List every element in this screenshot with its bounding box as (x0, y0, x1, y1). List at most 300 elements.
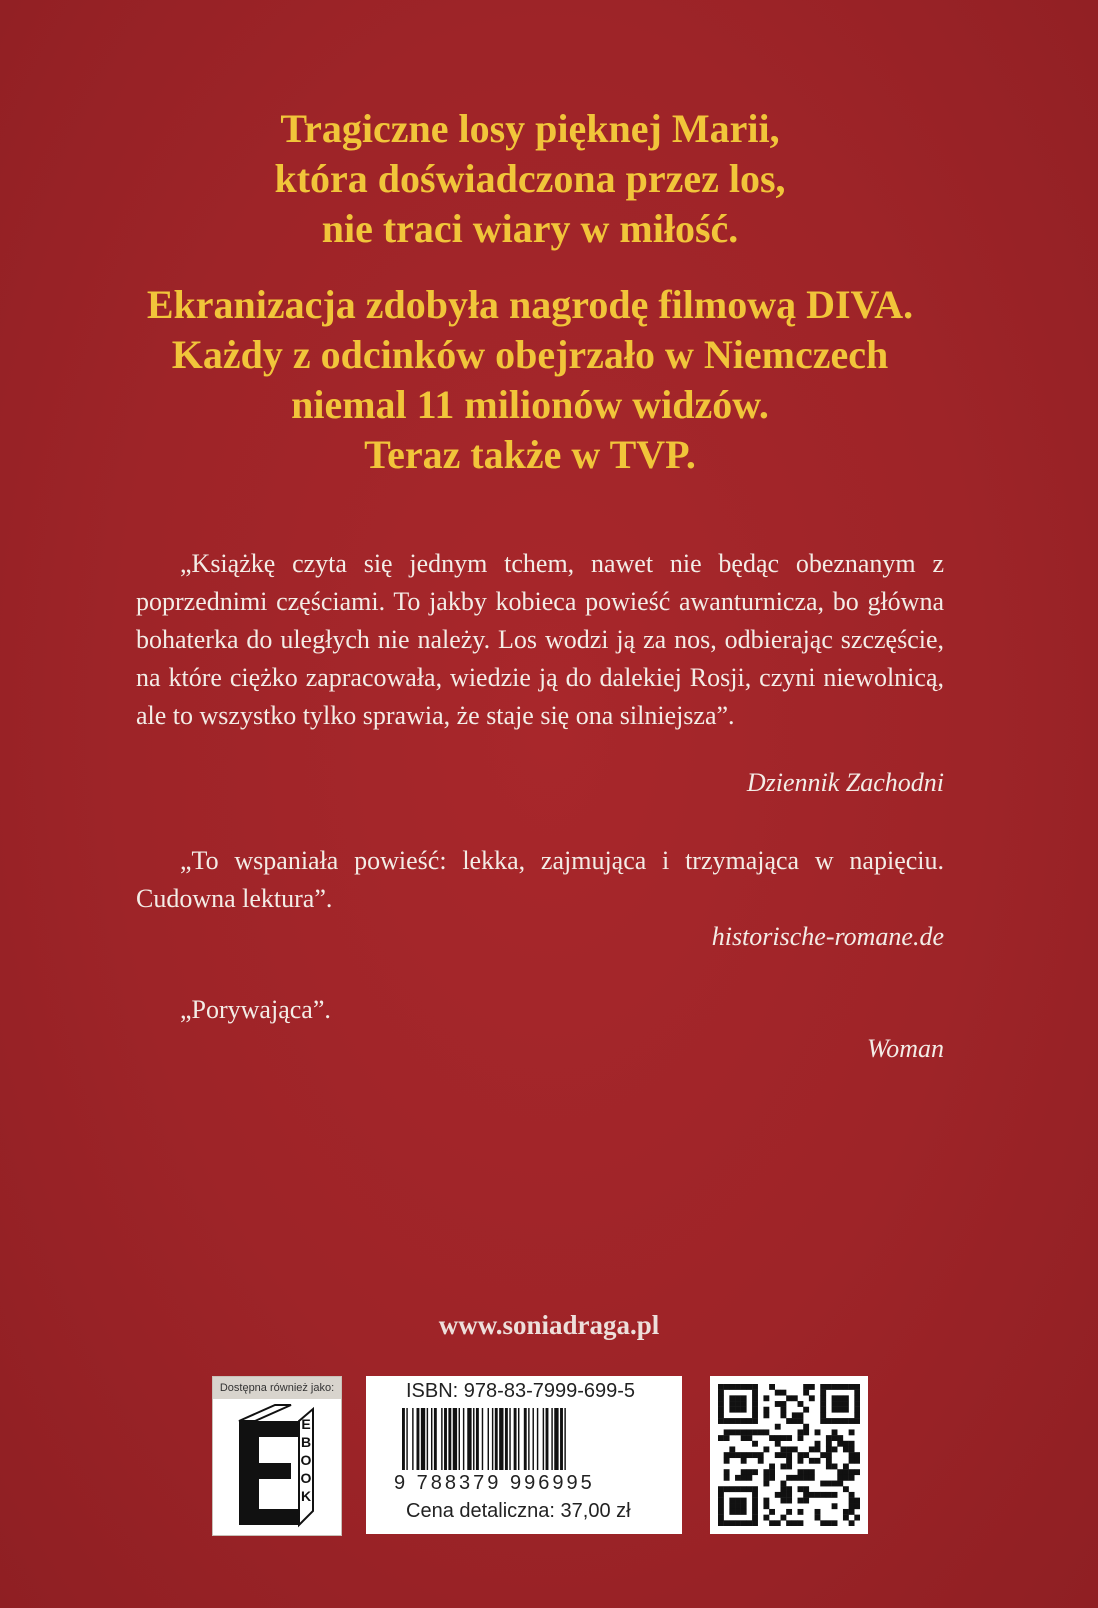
qr-module (843, 1469, 849, 1475)
qr-module (792, 1395, 798, 1401)
qr-module (826, 1520, 832, 1526)
qr-module (832, 1395, 838, 1401)
barcode-bar (417, 1408, 420, 1470)
qr-module (746, 1384, 752, 1390)
qr-module (820, 1481, 826, 1487)
qr-module (741, 1458, 747, 1464)
qr-module (837, 1469, 843, 1475)
barcode-image (402, 1408, 652, 1470)
qr-module (718, 1407, 724, 1413)
qr-module (746, 1435, 752, 1441)
qr-module (735, 1486, 741, 1492)
qr-module (735, 1452, 741, 1458)
qr-module (832, 1503, 838, 1509)
qr-module (854, 1390, 860, 1396)
qr-module (718, 1520, 724, 1526)
qr-module (780, 1515, 786, 1521)
qr-module (769, 1509, 775, 1515)
qr-module (780, 1498, 786, 1504)
barcode-bar (444, 1408, 447, 1470)
qr-module (735, 1384, 741, 1390)
qr-module (843, 1515, 849, 1521)
qr-module (718, 1390, 724, 1396)
qr-module (735, 1509, 741, 1515)
ebook-icon (213, 1399, 341, 1535)
qr-module (843, 1475, 849, 1481)
qr-module (803, 1407, 809, 1413)
barcode-bar (448, 1408, 451, 1470)
qr-module (752, 1520, 758, 1526)
qr-module (820, 1401, 826, 1407)
qr-module (735, 1475, 741, 1481)
qr-module (741, 1475, 747, 1481)
qr-module (786, 1464, 792, 1470)
barcode-bar (505, 1408, 508, 1470)
qr-module (798, 1429, 804, 1435)
qr-module (718, 1492, 724, 1498)
barcode-bar (551, 1408, 552, 1470)
qr-module (718, 1412, 724, 1418)
qr-module (849, 1492, 855, 1498)
review-source-2: historische-romane.de (711, 922, 944, 951)
qr-module (741, 1452, 747, 1458)
barcode-bar (537, 1408, 538, 1470)
qr-module (815, 1492, 821, 1498)
qr-module (752, 1498, 758, 1504)
qr-module (854, 1384, 860, 1390)
qr-module (803, 1452, 809, 1458)
qr-module (780, 1452, 786, 1458)
ebook-letter: K (300, 1488, 312, 1504)
qr-module (769, 1475, 775, 1481)
barcode-bar (441, 1408, 442, 1470)
qr-module (752, 1441, 758, 1447)
qr-module (724, 1520, 730, 1526)
qr-module (741, 1418, 747, 1424)
qr-module (798, 1469, 804, 1475)
qr-module (718, 1395, 724, 1401)
qr-module (752, 1384, 758, 1390)
ebook-badge (212, 1376, 342, 1536)
qr-module (820, 1407, 826, 1413)
qr-module (729, 1452, 735, 1458)
qr-module (769, 1469, 775, 1475)
qr-module (786, 1509, 792, 1515)
qr-module (769, 1520, 775, 1526)
barcode-bar (482, 1408, 483, 1470)
barcode-bar (514, 1408, 517, 1470)
qr-module (780, 1435, 786, 1441)
qr-module (780, 1401, 786, 1407)
qr-module (746, 1418, 752, 1424)
qr-module (820, 1520, 826, 1526)
qr-module (741, 1486, 747, 1492)
qr-module (741, 1503, 747, 1509)
qr-module (803, 1424, 809, 1430)
barcode-bar (495, 1408, 498, 1470)
qr-module (786, 1446, 792, 1452)
barcode-bar (459, 1408, 460, 1470)
qr-module (809, 1492, 815, 1498)
qr-module (837, 1441, 843, 1447)
qr-module (735, 1503, 741, 1509)
qr-module (752, 1407, 758, 1413)
qr-module (849, 1498, 855, 1504)
review-text: „Porywająca”. (180, 995, 331, 1024)
qr-module (780, 1407, 786, 1413)
barcode-bar (421, 1408, 425, 1470)
qr-module (849, 1458, 855, 1464)
qr-module (832, 1464, 838, 1470)
qr-module (724, 1469, 730, 1475)
qr-module (854, 1458, 860, 1464)
qr-module (763, 1429, 769, 1435)
qr-module (803, 1384, 809, 1390)
qr-module (729, 1407, 735, 1413)
qr-module (826, 1458, 832, 1464)
qr-module (837, 1481, 843, 1487)
qr-module (803, 1498, 809, 1504)
blurb-line: niemal 11 milionów widzów. (291, 382, 769, 427)
qr-module (741, 1498, 747, 1504)
qr-module (798, 1486, 804, 1492)
barcode-bar (476, 1408, 479, 1470)
qr-module (752, 1509, 758, 1515)
qr-module (752, 1390, 758, 1396)
qr-module (843, 1446, 849, 1452)
qr-module (786, 1452, 792, 1458)
qr-module (775, 1424, 781, 1430)
qr-module (741, 1435, 747, 1441)
qr-module (763, 1395, 769, 1401)
barcode-bar (473, 1408, 474, 1470)
svg-text:EBOOK (301, 1416, 312, 1504)
qr-module (729, 1498, 735, 1504)
qr-module (775, 1435, 781, 1441)
retail-price: Cena detaliczna: 37,00 zł (406, 1500, 631, 1522)
qr-module (752, 1395, 758, 1401)
qr-module (724, 1435, 730, 1441)
qr-module (837, 1435, 843, 1441)
qr-module (837, 1384, 843, 1390)
qr-module (729, 1395, 735, 1401)
qr-module (832, 1435, 838, 1441)
qr-module (786, 1458, 792, 1464)
blurb-line: Ekranizacja zdobyła nagrodę filmową DIVA. (146, 282, 914, 327)
qr-module (780, 1390, 786, 1396)
ebook-letter: O (300, 1470, 312, 1486)
qr-module (809, 1446, 815, 1452)
qr-module (729, 1446, 735, 1452)
qr-module (724, 1429, 730, 1435)
qr-module (780, 1481, 786, 1487)
qr-module (854, 1503, 860, 1509)
qr-module (854, 1498, 860, 1504)
qr-module (752, 1503, 758, 1509)
qr-module (843, 1464, 849, 1470)
qr-module (792, 1418, 798, 1424)
qr-module (718, 1498, 724, 1504)
qr-module (798, 1520, 804, 1526)
qr-module (798, 1458, 804, 1464)
qr-module (752, 1418, 758, 1424)
qr-module (837, 1475, 843, 1481)
qr-module (786, 1475, 792, 1481)
qr-module (843, 1418, 849, 1424)
ebook-label: Dostępna również jako: (213, 1377, 341, 1399)
qr-module (809, 1469, 815, 1475)
qr-module (849, 1475, 855, 1481)
barcode-bar (528, 1408, 529, 1470)
qr-module (724, 1475, 730, 1481)
barcode-bar (546, 1408, 549, 1470)
qr-module (792, 1520, 798, 1526)
barcode-bar (434, 1408, 437, 1470)
qr-module (826, 1384, 832, 1390)
qr-module (780, 1492, 786, 1498)
qr-module (729, 1429, 735, 1435)
qr-module (718, 1435, 724, 1441)
qr-module (837, 1401, 843, 1407)
qr-module (786, 1486, 792, 1492)
review-source-1: Dziennik Zachodni (746, 768, 944, 797)
qr-module (798, 1435, 804, 1441)
qr-module (826, 1492, 832, 1498)
barcode-bar (499, 1408, 503, 1470)
qr-module (752, 1401, 758, 1407)
qr-module (815, 1446, 821, 1452)
qr-module (752, 1452, 758, 1458)
qr-module (746, 1486, 752, 1492)
qr-module (820, 1452, 826, 1458)
barcode-bar (406, 1408, 407, 1470)
qr-module (837, 1418, 843, 1424)
qr-module (741, 1384, 747, 1390)
qr-module (815, 1515, 821, 1521)
qr-module (809, 1458, 815, 1464)
qr-module (843, 1509, 849, 1515)
review-quote-2 (136, 842, 944, 918)
qr-module (735, 1401, 741, 1407)
qr-module (775, 1390, 781, 1396)
qr-module (763, 1446, 769, 1452)
review-text: „To wspaniała powieść: lekka, zajmująca i trzymająca w napięciu. Cudowna lektura”. (136, 846, 944, 913)
qr-code-image[interactable] (718, 1384, 860, 1526)
blurb-paragraph-2 (100, 280, 960, 480)
qr-module (786, 1395, 792, 1401)
qr-module (826, 1446, 832, 1452)
qr-module (826, 1418, 832, 1424)
qr-module (837, 1407, 843, 1413)
blurb-line: Tragiczne losy pięknej Marii, (280, 106, 780, 151)
qr-module (752, 1429, 758, 1435)
qr-module (803, 1486, 809, 1492)
review-quote-1 (136, 545, 944, 735)
qr-module (769, 1464, 775, 1470)
qr-module (718, 1486, 724, 1492)
qr-module (826, 1441, 832, 1447)
qr-module (849, 1446, 855, 1452)
qr-module (815, 1429, 821, 1435)
qr-module (849, 1452, 855, 1458)
qr-module (832, 1520, 838, 1526)
qr-module (729, 1503, 735, 1509)
qr-module (780, 1464, 786, 1470)
blurb-line: która doświadczona przez los, (274, 156, 786, 201)
barcode-bar (492, 1408, 493, 1470)
qr-module (752, 1412, 758, 1418)
qr-module (746, 1429, 752, 1435)
qr-module (724, 1384, 730, 1390)
qr-module (735, 1395, 741, 1401)
qr-module (809, 1384, 815, 1390)
qr-module (741, 1395, 747, 1401)
qr-module (741, 1407, 747, 1413)
qr-module (735, 1407, 741, 1413)
barcode-bar (518, 1408, 519, 1470)
qr-module (786, 1498, 792, 1504)
qr-module (849, 1429, 855, 1435)
qr-module (832, 1418, 838, 1424)
qr-module (763, 1469, 769, 1475)
ebook-letter: B (300, 1434, 312, 1450)
qr-module (854, 1418, 860, 1424)
qr-module (735, 1418, 741, 1424)
qr-module (758, 1458, 764, 1464)
qr-module (820, 1384, 826, 1390)
qr-module (775, 1452, 781, 1458)
qr-module (763, 1475, 769, 1481)
qr-module (752, 1515, 758, 1521)
qr-module (809, 1395, 815, 1401)
qr-module (718, 1509, 724, 1515)
qr-module (798, 1401, 804, 1407)
qr-module (792, 1412, 798, 1418)
barcode-bar (509, 1408, 510, 1470)
qr-module (741, 1429, 747, 1435)
barcode-bar (560, 1408, 563, 1470)
qr-module (798, 1475, 804, 1481)
qr-module (729, 1418, 735, 1424)
qr-module (724, 1452, 730, 1458)
qr-module (832, 1429, 838, 1435)
barcode-bar (564, 1408, 565, 1470)
qr-code-box[interactable] (710, 1376, 868, 1534)
barcode-bar (463, 1408, 464, 1470)
barcode-bar (543, 1408, 544, 1470)
qr-module (763, 1481, 769, 1487)
qr-module (741, 1520, 747, 1526)
ebook-letter: E (301, 1416, 311, 1432)
qr-module (826, 1464, 832, 1470)
qr-module (746, 1469, 752, 1475)
ebook-letter: O (300, 1452, 312, 1468)
qr-module (724, 1458, 730, 1464)
qr-module (798, 1412, 804, 1418)
qr-module (729, 1520, 735, 1526)
qr-module (786, 1435, 792, 1441)
qr-module (820, 1492, 826, 1498)
qr-module (815, 1441, 821, 1447)
barcode-bar (554, 1408, 558, 1470)
qr-module (718, 1384, 724, 1390)
qr-module (837, 1395, 843, 1401)
qr-module (826, 1435, 832, 1441)
qr-module (792, 1446, 798, 1452)
qr-module (820, 1418, 826, 1424)
qr-module (724, 1418, 730, 1424)
qr-module (849, 1418, 855, 1424)
qr-module (815, 1458, 821, 1464)
qr-module (849, 1503, 855, 1509)
barcode-bar (453, 1408, 457, 1470)
qr-module (763, 1498, 769, 1504)
qr-module (780, 1486, 786, 1492)
qr-module (786, 1492, 792, 1498)
qr-module (843, 1384, 849, 1390)
qr-module (746, 1520, 752, 1526)
qr-module (786, 1418, 792, 1424)
qr-module (775, 1520, 781, 1526)
qr-module (854, 1401, 860, 1407)
qr-module (718, 1515, 724, 1521)
qr-module (718, 1503, 724, 1509)
barcode-bar (524, 1408, 527, 1470)
qr-module (735, 1429, 741, 1435)
publisher-website[interactable]: www.soniadraga.pl (438, 1310, 660, 1340)
qr-module (780, 1412, 786, 1418)
barcode-bar (467, 1408, 471, 1470)
qr-module (815, 1509, 821, 1515)
qr-module (849, 1469, 855, 1475)
qr-module (763, 1407, 769, 1413)
qr-module (820, 1395, 826, 1401)
blurb-line: Każdy z odcinków obejrzało w Niemczech (171, 332, 889, 377)
qr-module (775, 1492, 781, 1498)
qr-module (854, 1407, 860, 1413)
qr-module (798, 1509, 804, 1515)
qr-module (763, 1412, 769, 1418)
qr-module (746, 1452, 752, 1458)
qr-module (854, 1469, 860, 1475)
qr-module (741, 1401, 747, 1407)
qr-module (809, 1475, 815, 1481)
qr-module (752, 1486, 758, 1492)
qr-module (758, 1429, 764, 1435)
qr-module (741, 1469, 747, 1475)
qr-module (741, 1509, 747, 1515)
review-source-3: Woman (866, 1034, 944, 1063)
isbn-number: ISBN: 978-83-7999-699-5 (406, 1380, 636, 1402)
qr-module (729, 1509, 735, 1515)
review-text: „Książkę czyta się jednym tchem, nawet nie będąc obeznanym z poprzednimi częściami. To jakby kobieca powieść awanturnicza, bo główna bohaterka do uległych nie należy. Los wodzi ją za nos, odbierając szczęście, na które ciężko zapracowała, wiedzie ją do dalekiej Rosji, czyni niewolnicą, ale to wszystko tylko sprawia, że staje się ona silniejsza”. (136, 549, 944, 730)
barcode-bar (533, 1408, 534, 1470)
qr-module (849, 1520, 855, 1526)
qr-module (849, 1509, 855, 1515)
qr-module (780, 1446, 786, 1452)
barcode-bar (427, 1408, 428, 1470)
qr-module (826, 1452, 832, 1458)
barcode-bar (431, 1408, 432, 1470)
blurb-line: nie traci wiary w miłość. (321, 206, 739, 251)
qr-module (798, 1498, 804, 1504)
qr-module (854, 1452, 860, 1458)
qr-module (826, 1481, 832, 1487)
qr-module (843, 1486, 849, 1492)
qr-module (843, 1407, 849, 1413)
barcode-bar (488, 1408, 489, 1470)
qr-module (849, 1384, 855, 1390)
